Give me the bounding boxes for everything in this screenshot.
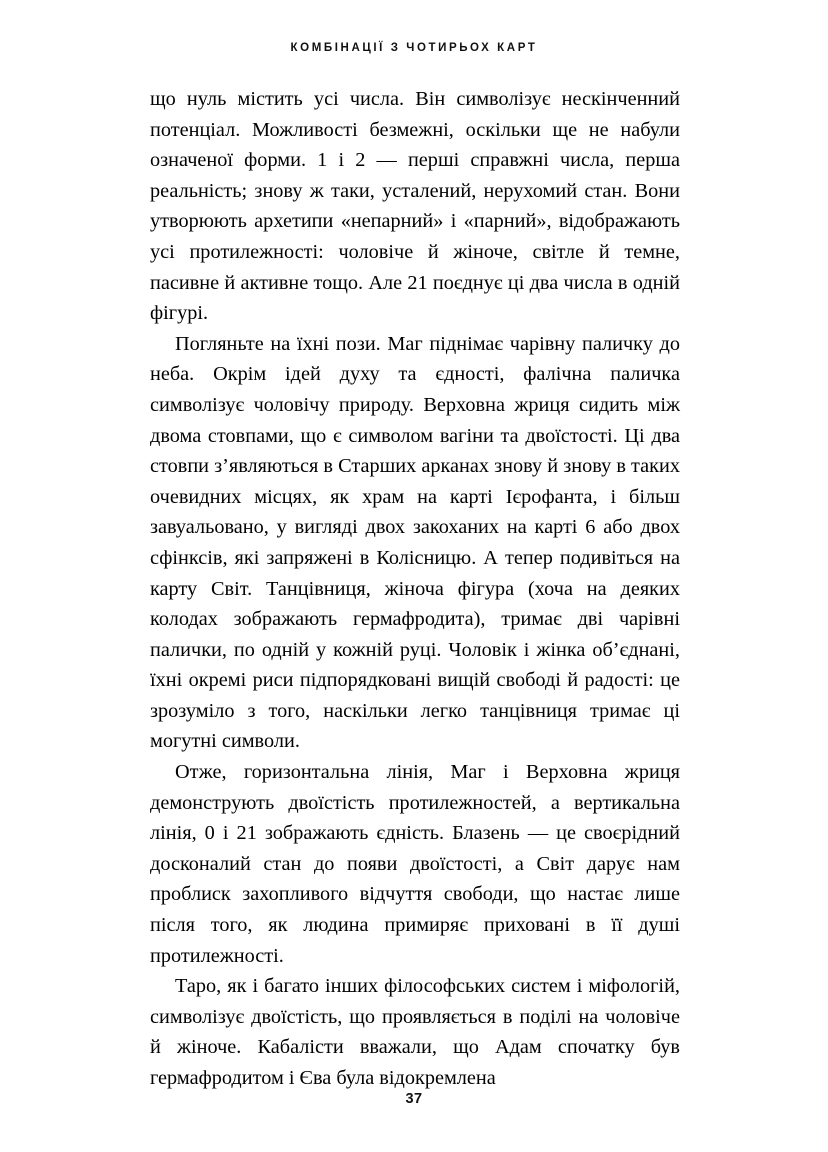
running-head: КОМБІНАЦІЇ З ЧОТИРЬОХ КАРТ <box>290 42 538 54</box>
paragraph: Погляньте на їхні пози. Маг піднімає чарівну паличку до неба. Окрім ідей духу та єдності, фалічна паличка символізує чоловічу природу. Верховна жриця сидить між двома стовпами, що є символом вагіни та двоїстості. Ці два стовпи з’являються в Старших арканах знову й знову в таких очевидних місцях, як храм на карті Ієрофанта, і більш завуальовано, у вигляді двох закоханих на карті 6 або двох сфінксів, які запряжені в Колісницю. А тепер подивіться на карту Світ. Танцівниця, жіноча фігура (хоча на деяких колодах зображають гермафродита), тримає дві чарівні палички, по одній у кожній руці. Чоловік і жінка об’єднані, їхні окремі риси підпорядковані вищій свободі й радості: це зрозуміло з того, наскільки легко танцівниця тримає ці могутні символи. <box>150 332 680 753</box>
paragraph: Отже, горизонтальна лінія, Маг і Верховна жриця демонструють двоїстість протилежностей, а вертикальна лінія, 0 і 21 зображають єдність. Блазень — це своєрідний досконалий стан до появи двоїстості, а Світ дарує нам проблиск захопливого відчуття свободи, що настає лише після того, як людина примиряє приховані в її душі протилежності. <box>150 761 680 967</box>
text-column <box>150 84 680 1094</box>
paragraph: Таро, як і багато інших філософських систем і міфологій, символізує двоїстість, що проявляється в поділі на чоловіче й жіноче. Кабалісти вважали, що Адам спочатку був гермафродитом і Єва була відокремлена <box>150 975 680 1089</box>
paragraph: що нуль містить усі числа. Він символізує нескінченний потенціал. Можливості безмежні, оскільки ще не набули означеної форми. 1 і 2 — перші справжні числа, перша реальність; знову ж таки, усталений, нерухомий стан. Вони утворюють архетипи «непарний» і «парний», відображають усі протилежності: чоловіче й жіноче, світле й темне, пасивне й активне тощо. Але 21 поєднує ці два числа в одній фігурі. <box>150 88 680 325</box>
page-number: 37 <box>405 1091 423 1107</box>
